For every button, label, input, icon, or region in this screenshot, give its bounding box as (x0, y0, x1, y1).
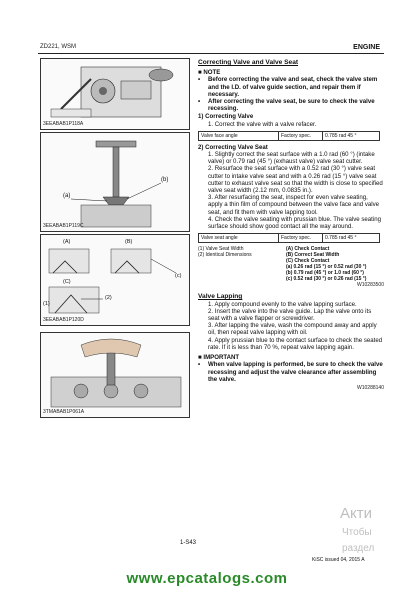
spec-type: Factory spec. (279, 234, 323, 242)
step2-item: 2. Resurface the seat surface with a 0.52 rad (30 °) valve seat cutter to intake valve seat and with a 0.26 rad (15 °) valve seat cutter to exhaust valve seat so that the width is close to specified valve seat width (2.12 mm, 0.0835 in.). (208, 165, 383, 195)
valve-refacer-illustration (41, 59, 190, 130)
figure-label-c: (c) (175, 273, 182, 279)
figure-valve-refacer (40, 58, 190, 130)
legend-item: (2) Identical Dimensions (198, 252, 252, 259)
activation-watermark: раздел (342, 543, 375, 554)
page-number: 1-S43 (180, 540, 197, 546)
page-top-band (0, 0, 414, 20)
note-item: • Before correcting the valve and seat, check the valve stem and the I.D. of valve guide section, and repair them if necessary. (198, 76, 378, 98)
lapping-item: 4. Apply prussian blue to the contact surface to check the seated rate. If it is less than 70 %, repeat valve lapping again. (208, 336, 383, 351)
figure-legend (198, 246, 384, 282)
legend-item: (c) 0.52 rad (30 °) or 0.26 rad (15 °) (286, 276, 367, 283)
step1-item: 1. Correct the valve with a valve refacer. (208, 120, 317, 128)
site-link[interactable]: www.epcatalogs.com (126, 570, 288, 587)
note-item: • After correcting the valve seat, be sure to check the valve recessing. (198, 98, 375, 113)
important-item: • When valve lapping is performed, be sure to check the valve recessing and adjust the valve clearance after assembling the valve. (198, 361, 383, 383)
step2-item: 3. After resurfacing the seat, inspect for even valve seating, apply a thin film of compound between the valve face and valve seat, and fit them with valve lapping tool. (208, 194, 380, 216)
header-rule (38, 53, 384, 54)
reference-code: W10288140 (357, 384, 384, 391)
lapping-item: 1. Apply compound evenly to the valve lapping surface. (208, 300, 357, 308)
figure-label-2: (2) (105, 295, 112, 301)
legend-item: (1) Valve Seat Width (198, 246, 244, 253)
figure-label-C: (C) (63, 279, 71, 285)
note-label: NOTE (203, 69, 221, 77)
activation-watermark: Акти (340, 505, 372, 522)
step2-item: 1. Slightly correct the seat surface with a 1.0 rad (60 °) (intake valve) or 0.79 rad (45 °) (exhaust valve) valve seat cutter. (208, 151, 375, 166)
spec-value: 0.785 rad 45 ° (325, 235, 357, 242)
step2-title: 2) Correcting Valve Seat (198, 143, 268, 151)
note-heading (198, 69, 384, 76)
issue-info: KiSC issued 04, 2015 A (312, 557, 365, 563)
reference-code: W10283500 (357, 282, 384, 289)
activation-watermark: Чтобы (342, 527, 372, 538)
step1-title: 1) Correcting Valve (198, 113, 254, 121)
spec-label: Valve face angle (199, 132, 279, 140)
note-square-icon: ■ (198, 69, 204, 77)
step2-item: 4. Check the valve seating with prussian blue. The valve seating surface should show good contact all the way around. (208, 215, 381, 231)
legend-item: (C) Check Contact (286, 258, 330, 265)
figure-label-b: (b) (161, 177, 169, 183)
lapping-title: Valve Lapping (198, 293, 243, 301)
spec-table-valve-seat (198, 233, 380, 243)
legend-item: (b) 0.79 rad (45 °) or 1.0 rad (60 °) (286, 270, 364, 277)
main-column (198, 59, 384, 392)
spec-label: Valve seat angle (199, 234, 279, 242)
valve-lapping-illustration (41, 333, 190, 418)
legend-item: (a) 0.26 rad (15 °) or 0.52 rad (30 °) (286, 264, 367, 271)
figure-caption: 3TMABAB1P061A (43, 409, 85, 415)
figure-seat-contact (40, 234, 190, 326)
lapping-item: 3. After lapping the valve, wash the compound away and apply oil, then repeat valve lapping with oil. (208, 322, 377, 337)
lapping-item: 2. Insert the valve into the valve guide. Lap the valve onto its seat with a valve flapper or screwdriver. (208, 307, 372, 323)
figure-label-A: (A) (63, 239, 71, 245)
figure-caption: 3EEABAB1P120D (43, 317, 84, 323)
important-label: IMPORTANT (203, 354, 240, 362)
figure-seat-cutter (40, 132, 190, 232)
header-model: ZD221, WSM (40, 44, 77, 50)
legend-item: (B) Correct Seat Width (286, 252, 340, 259)
section-title: Correcting Valve and Valve Seat (198, 59, 299, 66)
important-square-icon: ■ (198, 354, 204, 362)
spec-table-valve-face (198, 131, 380, 141)
figure-caption: 3EEABAB1P118A (43, 121, 84, 127)
figure-label-B: (B) (125, 239, 133, 245)
figure-valve-lapping (40, 332, 190, 418)
figure-label-a: (a) (63, 193, 71, 199)
legend-item: (A) Check Contact (286, 246, 330, 253)
spec-value: 0.785 rad 45 ° (325, 132, 357, 139)
figure-label-1: (1) (43, 301, 50, 307)
important-heading (198, 354, 384, 361)
spec-type: Factory spec. (279, 132, 323, 140)
figure-caption: 3EEABAB1P119C (43, 223, 84, 229)
header-section: ENGINE (353, 44, 380, 51)
